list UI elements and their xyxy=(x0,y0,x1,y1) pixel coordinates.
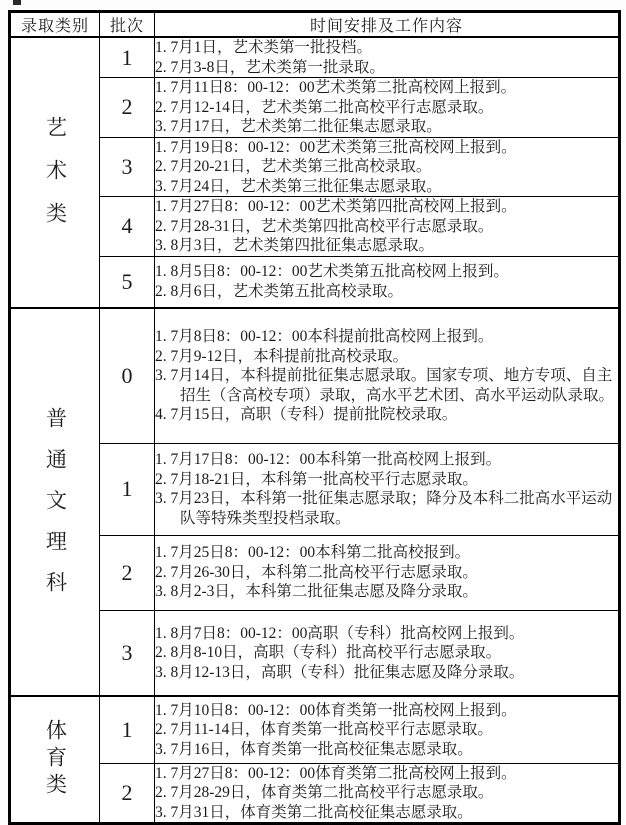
schedule-cell xyxy=(155,535,620,610)
table-row xyxy=(10,78,620,138)
schedule-item: 2. 7月12-14日，艺术类第二批高校平行志愿录取。 xyxy=(155,98,494,116)
category-label: 普通文理科 xyxy=(43,406,68,612)
batch-cell: 2 xyxy=(100,763,155,824)
batch-cell: 0 xyxy=(100,308,155,443)
schedule-item: 2. 7月28-29日，体育类第二批高校平行志愿录取。 xyxy=(155,784,494,801)
batch-cell: 1 xyxy=(100,696,155,763)
table-row xyxy=(10,696,620,763)
schedule-item: 3. 7月23日，本科第一批征集志愿录取；降分及本科二批高水平运动队等特殊类型投档录取。 xyxy=(155,490,613,527)
schedule-item: 2. 7月28-31日，艺术类第四批高校平行志愿录取。 xyxy=(155,217,494,235)
batch-cell: 3 xyxy=(100,137,155,197)
schedule-cell xyxy=(155,443,620,535)
table-row xyxy=(10,443,620,535)
table-row xyxy=(10,763,620,824)
schedule-item: 3. 7月17日，艺术类第二批征集志愿录取。 xyxy=(155,118,442,135)
schedule-cell xyxy=(155,78,620,138)
category-label: 体育类 xyxy=(43,719,68,800)
schedule-item: 2. 7月11-14日，体育类第一批高校平行志愿录取。 xyxy=(155,721,493,738)
schedule-item: 1. 8月5日8：00-12：00艺术类第五批高校网上报到。 xyxy=(155,263,509,281)
schedule-item: 1. 7月27日8：00-12：00体育类第二批高校网上报到。 xyxy=(155,764,517,782)
category-cell-art xyxy=(10,37,100,308)
scan-artifact-dot xyxy=(13,0,21,5)
header-category: 录取类别 xyxy=(10,12,100,38)
batch-cell: 2 xyxy=(100,535,155,610)
schedule-cell xyxy=(155,610,620,696)
header-row xyxy=(10,12,620,38)
table-row xyxy=(10,610,620,696)
schedule-item: 1. 7月1日，艺术类第一批投档。 xyxy=(155,39,373,56)
schedule-cell xyxy=(155,137,620,197)
schedule-item: 1. 7月10日8：00-12：00体育类第一批高校网上报到。 xyxy=(155,701,517,719)
batch-cell: 1 xyxy=(100,443,155,535)
table-row xyxy=(10,535,620,610)
schedule-item: 2. 8月6日，艺术类第五批高校录取。 xyxy=(155,282,404,300)
schedule-item: 1. 7月11日8：00-12：00艺术类第二批高校网上报到。 xyxy=(155,79,517,96)
schedule-item: 3. 8月12-13日，高职（专科）批征集志愿及降分录取。 xyxy=(155,663,525,681)
table-row xyxy=(10,256,620,308)
schedule-cell xyxy=(155,308,620,443)
schedule-item: 2. 7月20-21日，艺术类第三批高校录取。 xyxy=(155,158,432,175)
table-row xyxy=(10,308,620,443)
schedule-item: 1. 7月8日8：00-12：00本科提前批高校网上报到。 xyxy=(155,328,494,345)
batch-cell: 2 xyxy=(100,78,155,138)
category-label: 艺术类 xyxy=(43,116,68,245)
admission-schedule-table xyxy=(8,10,621,825)
schedule-cell xyxy=(155,37,620,78)
schedule-cell xyxy=(155,197,620,257)
category-cell-sports xyxy=(10,696,100,824)
table-row xyxy=(10,37,620,78)
schedule-item: 1. 8月7日8：00-12：00高职（专科）批高校网上报到。 xyxy=(155,624,525,642)
schedule-cell xyxy=(155,696,620,763)
schedule-cell xyxy=(155,763,620,824)
schedule-item: 1. 7月25日8：00-12：00本科第二批高校报到。 xyxy=(155,544,471,562)
schedule-item: 1. 7月17日8：00-12：00本科第一批高校网上报到。 xyxy=(155,451,502,468)
batch-cell: 1 xyxy=(100,37,155,78)
table-row xyxy=(10,137,620,197)
schedule-item: 3. 7月24日，艺术类第三批征集志愿录取。 xyxy=(155,177,442,195)
schedule-item: 2. 7月9-12日，本科提前批高校录取。 xyxy=(155,347,409,365)
schedule-item: 3. 7月16日，体育类第一批高校征集志愿录取。 xyxy=(155,740,473,758)
schedule-item: 3. 8月2-3日，本科第二批征集志愿及降分录取。 xyxy=(155,583,478,601)
schedule-cell xyxy=(155,256,620,308)
schedule-item: 3. 7月14日，本科提前批征集志愿录取。国家专项、地方专项、自主招生（含高校专项）录取，高水平艺术团、高水平运动队录取。 xyxy=(155,367,615,404)
batch-cell: 3 xyxy=(100,610,155,696)
schedule-item: 3. 7月31日，体育类第二批高校征集志愿录取。 xyxy=(155,803,473,821)
header-batch: 批次 xyxy=(100,12,155,38)
schedule-item: 1. 7月27日8：00-12：00艺术类第四批高校网上报到。 xyxy=(155,198,517,215)
schedule-item: 2. 7月26-30日，本科第二批高校平行志愿录取。 xyxy=(155,563,478,581)
schedule-item: 2. 8月8-10日，高职（专科）批高校平行志愿录取。 xyxy=(155,644,502,661)
schedule-item: 2. 7月3-8日，艺术类第一批录取。 xyxy=(155,58,385,76)
schedule-item: 1. 7月19日8：00-12：00艺术类第三批高校网上报到。 xyxy=(155,138,517,156)
batch-cell: 5 xyxy=(100,256,155,308)
header-schedule: 时间安排及工作内容 xyxy=(155,12,620,38)
schedule-item: 4. 7月15日，高职（专科）提前批院校录取。 xyxy=(155,406,458,423)
table-row xyxy=(10,197,620,257)
category-cell-general xyxy=(10,308,100,696)
schedule-item: 2. 7月18-21日，本科第一批高校平行志愿录取。 xyxy=(155,470,478,488)
batch-cell: 4 xyxy=(100,197,155,257)
schedule-item: 3. 8月3日，艺术类第四批征集志愿录取。 xyxy=(155,237,435,254)
